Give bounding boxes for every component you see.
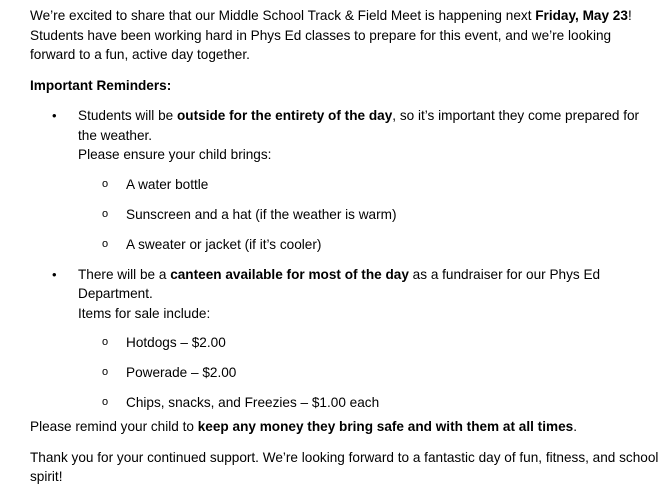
money-reminder-paragraph xyxy=(30,417,660,437)
list-item-text: Sunscreen and a hat (if the weather is warm) xyxy=(126,206,397,222)
list-item xyxy=(30,363,660,383)
list-item xyxy=(30,205,660,225)
intro-text-b: ! Students have been working hard in Phys Ed classes to prepare for this event, and we’re looking forward to a fun, active day together. xyxy=(30,8,632,62)
list-item-text: A water bottle xyxy=(126,176,209,192)
bullet-canteen-bold: canteen available for most of the day xyxy=(170,266,409,282)
intro-text-a: We’re excited to share that our Middle School Track & Field Meet is happening next xyxy=(30,8,536,23)
money-reminder-bold: keep any money they bring safe and with them at all times xyxy=(197,419,574,434)
list-item xyxy=(30,393,660,413)
intro-paragraph xyxy=(30,6,660,65)
bullet-weather-bold: outside for the entirety of the day xyxy=(177,108,393,123)
bullet-canteen-text xyxy=(78,265,660,304)
canteen-items-list xyxy=(78,333,660,413)
event-date: Friday, May 23 xyxy=(535,8,628,23)
bullet-canteen-text-b: as a fundraiser for our Phys Ed Department. xyxy=(78,266,601,301)
sub-bullet-icon: o xyxy=(102,366,109,378)
sub-bullet-icon: o xyxy=(102,237,109,250)
bullet-canteen-line2: Items for sale include: xyxy=(78,305,211,321)
bullet-weather-text-a: Students will be xyxy=(78,108,177,123)
money-reminder-text-a: Please remind your child to xyxy=(30,419,198,434)
bullet-canteen-text-a: There will be a xyxy=(78,266,171,282)
list-item xyxy=(30,333,660,353)
list-item xyxy=(30,235,660,255)
bullet-weather-line2: Please ensure your child brings: xyxy=(78,147,272,162)
bullet-icon: • xyxy=(52,108,57,123)
sub-bullet-icon: o xyxy=(102,177,109,190)
sub-bullet-icon: o xyxy=(102,336,109,348)
document xyxy=(30,6,660,487)
closing-paragraph: Thank you for your continued support. We’re looking forward to a fantastic day of fun, fitness, and school spirit! xyxy=(30,449,659,484)
weather-items-list xyxy=(78,175,660,255)
money-reminder-text-b: . xyxy=(573,419,577,434)
list-item-text: Hotdogs – $2.00 xyxy=(126,335,226,350)
list-item-text: A sweater or jacket (if it’s cooler) xyxy=(126,236,322,252)
list-item-text: Chips, snacks, and Freezies – $1.00 each xyxy=(126,395,380,410)
list-item-text: Powerade – $2.00 xyxy=(126,365,237,380)
sub-bullet-icon: o xyxy=(102,396,109,408)
bullet-canteen xyxy=(30,265,660,414)
sub-bullet-icon: o xyxy=(102,207,109,220)
bullet-weather-text-b: , so it’s important they come prepared for the weather. xyxy=(78,108,640,143)
bullet-weather-text xyxy=(78,106,660,145)
reminders-heading: Important Reminders: xyxy=(30,77,172,93)
list-item xyxy=(30,175,660,195)
bullet-weather xyxy=(30,106,660,255)
bullet-icon: • xyxy=(52,266,57,282)
